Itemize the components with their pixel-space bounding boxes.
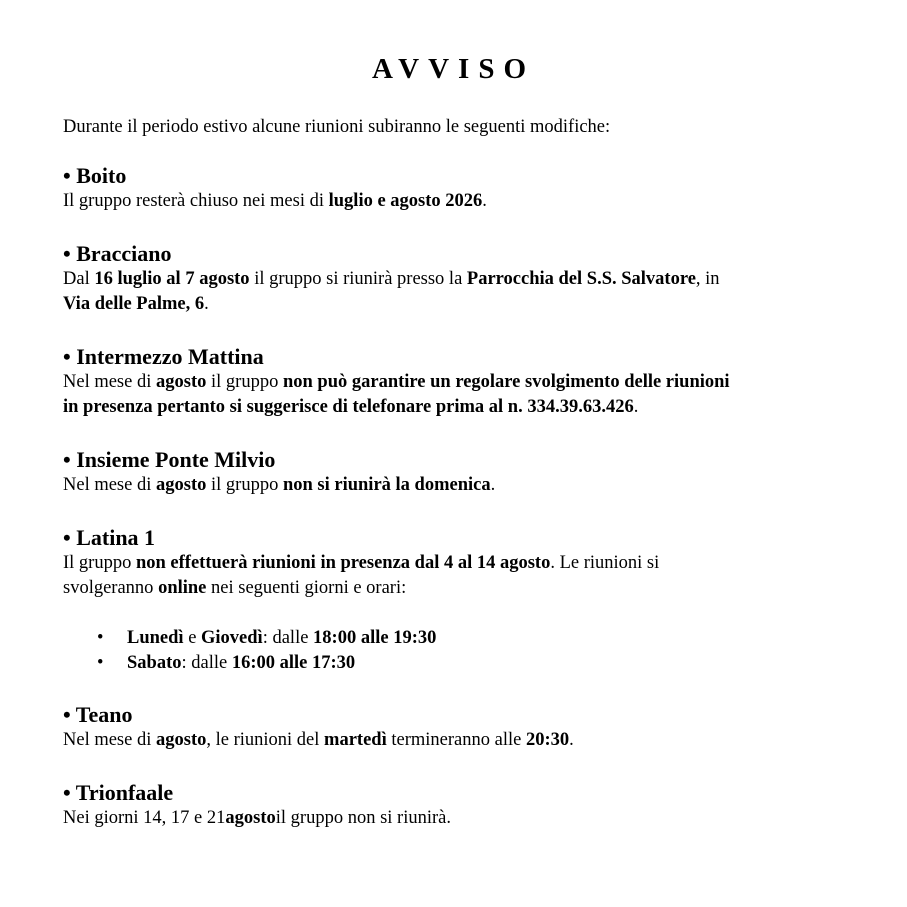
bold-run: non può garantire un regolare svolgimento delle riunioni bbox=[282, 372, 730, 392]
text-run: e bbox=[183, 628, 202, 648]
text-run: Nei giorni 14, 17 e 21 bbox=[63, 808, 226, 828]
bold-run: online bbox=[158, 577, 207, 598]
section-trionfaale bbox=[63, 780, 853, 831]
text-run: . bbox=[204, 293, 209, 314]
text-run: il gruppo bbox=[206, 372, 283, 392]
text-run: , in bbox=[695, 269, 720, 289]
bold-run: 20:30 bbox=[525, 730, 570, 750]
bold-run: 16 luglio al 7 agosto bbox=[94, 269, 250, 289]
body-line bbox=[63, 473, 853, 498]
section-body bbox=[63, 267, 853, 316]
body-line bbox=[63, 576, 853, 601]
bold-run: non si riunirà la domenica bbox=[282, 475, 491, 495]
section-body bbox=[63, 473, 853, 498]
list-item bbox=[97, 626, 436, 651]
section-bracciano bbox=[63, 241, 853, 316]
intro-text: Durante il periodo estivo alcune riunioni subiranno le seguenti modifiche: bbox=[63, 117, 611, 137]
text-run: Nel mese di bbox=[63, 372, 156, 392]
section-boito bbox=[63, 163, 853, 214]
text-run: : dalle bbox=[181, 652, 232, 673]
section-latina-1 bbox=[63, 525, 853, 600]
bullet: • bbox=[97, 628, 104, 648]
text-run: nei seguenti giorni e orari: bbox=[206, 577, 407, 598]
section-heading: • Latina 1 bbox=[63, 525, 156, 550]
bold-run: agosto bbox=[156, 372, 207, 392]
bold-run: martedì bbox=[324, 730, 387, 750]
bold-run: luglio e agosto 2026 bbox=[328, 191, 483, 211]
body-line bbox=[63, 806, 853, 831]
text-run: , le riunioni del bbox=[206, 730, 325, 750]
body-line bbox=[63, 551, 853, 576]
section-body bbox=[63, 370, 853, 419]
section-heading: • Boito bbox=[63, 163, 127, 188]
section-heading: • Bracciano bbox=[63, 241, 172, 266]
bold-run: Via delle Palme, 6 bbox=[63, 293, 205, 314]
body-line bbox=[63, 395, 853, 420]
text-run: Il gruppo bbox=[63, 553, 136, 573]
bold-run: in presenza pertanto si suggerisce di telefonare prima al n. 334.39.63.426 bbox=[63, 396, 634, 417]
list-item bbox=[97, 651, 436, 676]
bold-run: Sabato bbox=[127, 652, 182, 673]
text-run: Il gruppo resterà chiuso nei mesi di bbox=[63, 191, 329, 211]
bold-run: non effettuerà riunioni in presenza dal 4 al 14 agosto bbox=[135, 553, 551, 573]
text-run: il gruppo non si riunirà. bbox=[275, 808, 451, 828]
section-body bbox=[63, 551, 853, 600]
text-run: . bbox=[569, 730, 574, 750]
bold-run: Parrocchia del S.S. Salvatore bbox=[466, 269, 696, 289]
text-run: Nel mese di bbox=[63, 730, 156, 750]
section-intermezzo-mattina bbox=[63, 344, 853, 419]
text-run: il gruppo si riunirà presso la bbox=[249, 269, 467, 289]
bold-run: Giovedì bbox=[201, 628, 263, 648]
latina-schedule-list bbox=[97, 626, 436, 675]
text-run: svolgeranno bbox=[63, 577, 159, 598]
body-line bbox=[63, 189, 853, 214]
bullet: • bbox=[97, 652, 104, 673]
section-heading: • Insieme Ponte Milvio bbox=[63, 447, 276, 472]
section-heading: • Intermezzo Mattina bbox=[63, 344, 264, 369]
bold-run: 18:00 alle 19:30 bbox=[313, 628, 437, 648]
text-run: : dalle bbox=[262, 628, 314, 648]
text-run: . bbox=[490, 475, 496, 495]
text-run: . bbox=[482, 191, 487, 211]
bold-run: Lunedì bbox=[127, 628, 184, 648]
text-run: il gruppo bbox=[206, 475, 283, 495]
text-run: Nel mese di bbox=[63, 475, 156, 495]
bold-run: agosto bbox=[156, 475, 207, 495]
bold-run: agosto bbox=[156, 730, 207, 750]
body-line bbox=[63, 728, 853, 753]
notice-title: AVVISO bbox=[371, 53, 536, 85]
section-teano bbox=[63, 702, 853, 753]
body-line bbox=[63, 370, 853, 395]
section-insieme-ponte-milvio bbox=[63, 447, 853, 498]
text-run: . Le riunioni si bbox=[550, 553, 660, 573]
body-line bbox=[63, 292, 853, 317]
body-line bbox=[63, 267, 853, 292]
section-body bbox=[63, 806, 853, 831]
bold-run: agosto bbox=[225, 808, 276, 828]
text-run: Dal bbox=[63, 269, 95, 289]
section-heading: • Teano bbox=[63, 702, 133, 727]
text-run: . bbox=[633, 396, 639, 417]
section-body bbox=[63, 728, 853, 753]
section-heading: • Trionfaale bbox=[63, 780, 174, 805]
section-body bbox=[63, 189, 853, 214]
bold-run: 16:00 alle 17:30 bbox=[231, 652, 356, 673]
text-run: termineranno alle bbox=[386, 730, 526, 750]
